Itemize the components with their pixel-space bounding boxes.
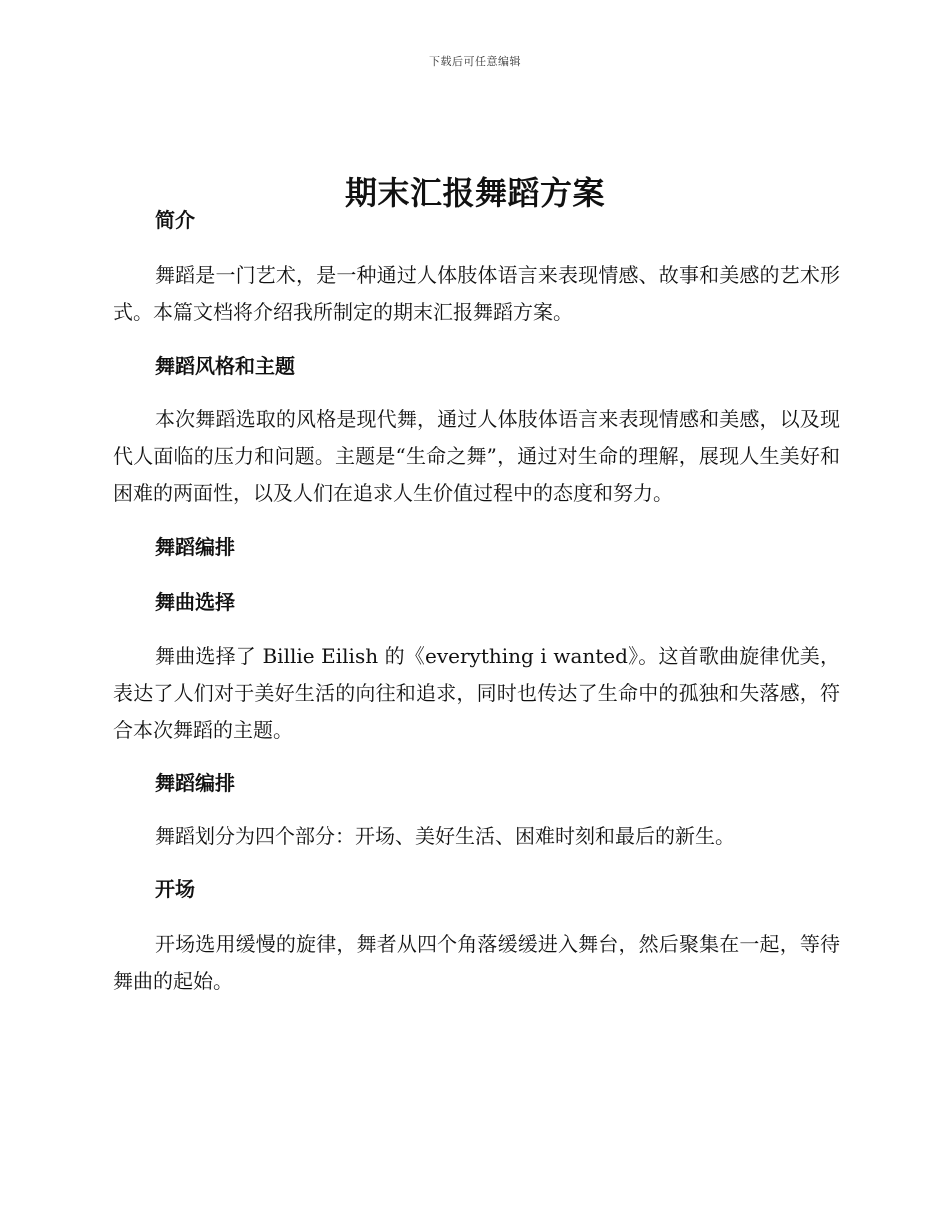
- section-paragraph-opening: 开场选用缓慢的旋律，舞者从四个角落缓缓进入舞台，然后聚集在一起，等待舞曲的起始。: [113, 932, 840, 993]
- section-heading-intro: 简介: [155, 208, 195, 232]
- section-heading-choreography-parts: 舞蹈编排: [155, 771, 235, 795]
- section-paragraph-intro: 舞蹈是一门艺术，是一种通过人体肢体语言来表现情感、故事和美感的艺术形式。本篇文档将介绍我所制定的期末汇报舞蹈方案。: [113, 263, 840, 324]
- header-note: 下载后可任意编辑: [429, 55, 521, 68]
- section-paragraph-choreography-parts: 舞蹈划分为四个部分：开场、美好生活、困难时刻和最后的新生。: [155, 824, 735, 848]
- page-title: 期末汇报舞蹈方案: [344, 174, 605, 213]
- section-heading-choreography: 舞蹈编排: [155, 535, 235, 559]
- document-body: [113, 201, 840, 1000]
- section-paragraph-style-theme: 本次舞蹈选取的风格是现代舞，通过人体肢体语言来表现情感和美感，以及现代人面临的压力和问题。主题是“生命之舞”，通过对生命的理解，展现人生美好和困难的两面性，以及人们在追求人生价值过程中的态度和努力。: [113, 407, 840, 505]
- section-paragraph-music: 舞曲选择了 Billie Eilish 的《everything i wanted》。这首歌曲旋律优美，表达了人们对于美好生活的向往和追求，同时也传达了生命中的孤独和失落感，符合本次舞蹈的主题。: [113, 644, 840, 742]
- section-heading-opening: 开场: [155, 877, 195, 901]
- section-heading-style-theme: 舞蹈风格和主题: [155, 354, 295, 378]
- section-heading-music: 舞曲选择: [155, 590, 235, 614]
